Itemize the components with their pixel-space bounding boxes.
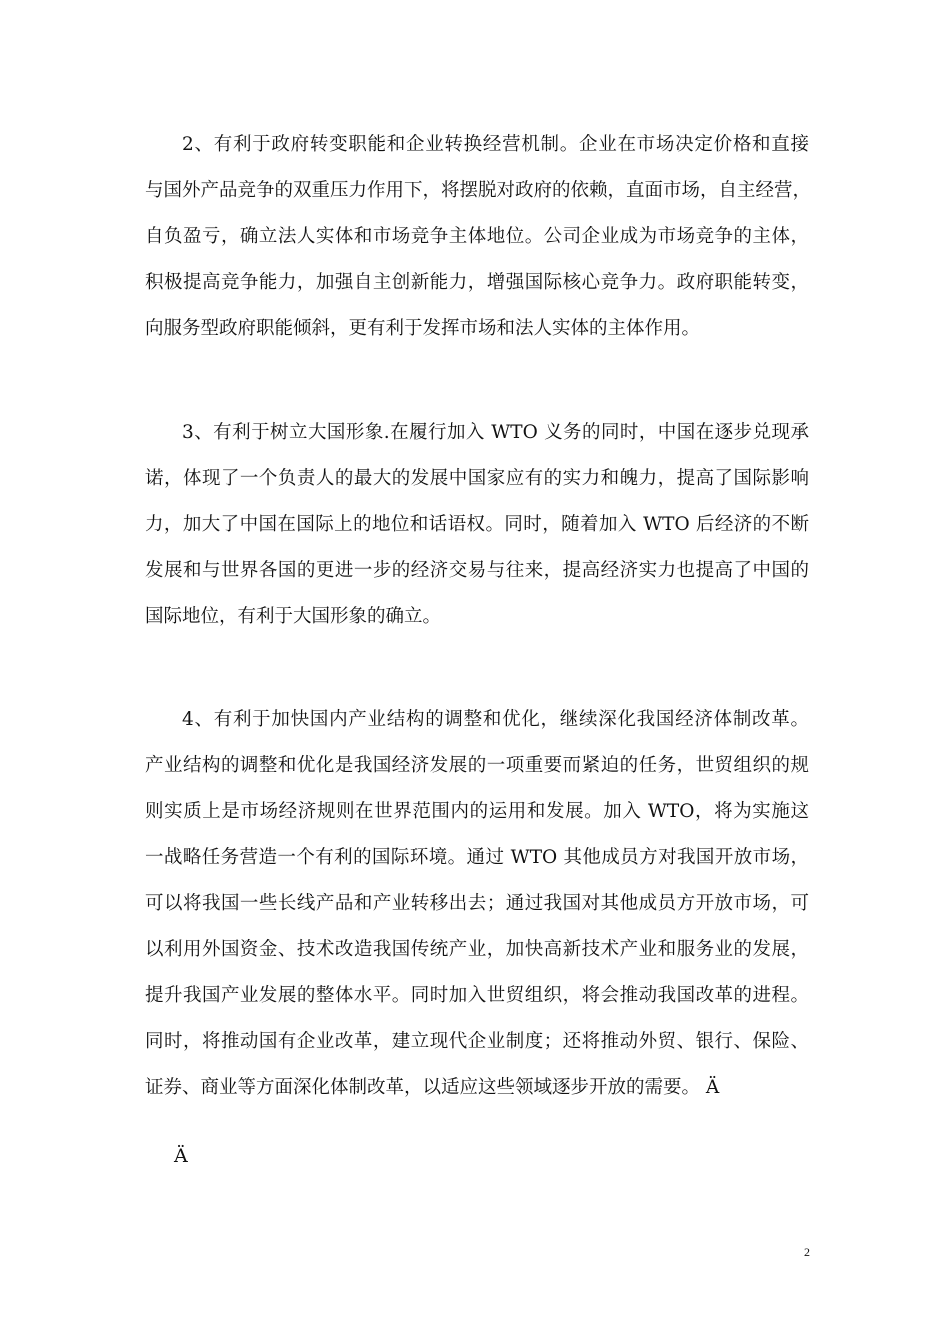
text-line: 以利用外国资金、技术改造我国传统产业，加快高新技术产业和服务业的发展， bbox=[145, 939, 809, 960]
text-line: 国际地位，有利于大国形象的确立。 bbox=[145, 606, 442, 627]
text-line: 提升我国产业发展的整体水平。同时加入世贸组织，将会推动我国改革的进程。 bbox=[145, 985, 809, 1006]
text-line: 产业结构的调整和优化是我国经济发展的一项重要而紧迫的任务，世贸组织的规 bbox=[145, 755, 809, 776]
text-line: 2、有利于政府转变职能和企业转换经营机制。企业在市场决定价格和直接 bbox=[182, 134, 809, 155]
text-line: 3、有利于树立大国形象.在履行加入 WTO 义务的同时，中国在逐步兑现承 bbox=[182, 422, 809, 443]
text-line: 则实质上是市场经济规则在世界范围内的运用和发展。加入 WTO，将为实施这 bbox=[145, 801, 809, 822]
text-line: 证券、商业等方面深化体制改革，以适应这些领域逐步开放的需要。 Ä bbox=[145, 1077, 720, 1098]
text-line: 发展和与世界各国的更进一步的经济交易与往来，提高经济实力也提高了中国的 bbox=[145, 560, 809, 581]
text-line: 一战略任务营造一个有利的国际环境。通过 WTO 其他成员方对我国开放市场， bbox=[145, 847, 809, 868]
text-line: 诺，体现了一个负责人的最大的发展中国家应有的实力和魄力，提高了国际影响 bbox=[145, 468, 809, 489]
paragraph-4 bbox=[145, 697, 809, 1111]
text-line: 同时，将推动国有企业改革，建立现代企业制度；还将推动外贸、银行、保险、 bbox=[145, 1031, 809, 1052]
text-line: 向服务型政府职能倾斜，更有利于发挥市场和法人实体的主体作用。 bbox=[145, 318, 701, 339]
text-line: 自负盈亏，确立法人实体和市场竞争主体地位。公司企业成为市场竞争的主体， bbox=[145, 226, 809, 247]
paragraph-3 bbox=[145, 410, 809, 640]
text-line: 与国外产品竞争的双重压力作用下，将摆脱对政府的依赖，直面市场，自主经营， bbox=[145, 180, 812, 201]
text-line: 4、有利于加快国内产业结构的调整和优化，继续深化我国经济体制改革。 bbox=[182, 709, 809, 730]
text-line: 积极提高竞争能力，加强自主创新能力，增强国际核心竞争力。政府职能转变， bbox=[145, 272, 809, 293]
stray-character: Ä bbox=[174, 1145, 188, 1167]
page-number: 2 bbox=[804, 1245, 810, 1259]
paragraph-2 bbox=[145, 122, 812, 352]
text-line: 力，加大了中国在国际上的地位和话语权。同时，随着加入 WTO 后经济的不断 bbox=[145, 514, 809, 535]
text-line: 可以将我国一些长线产品和产业转移出去；通过我国对其他成员方开放市场，可 bbox=[145, 893, 809, 914]
